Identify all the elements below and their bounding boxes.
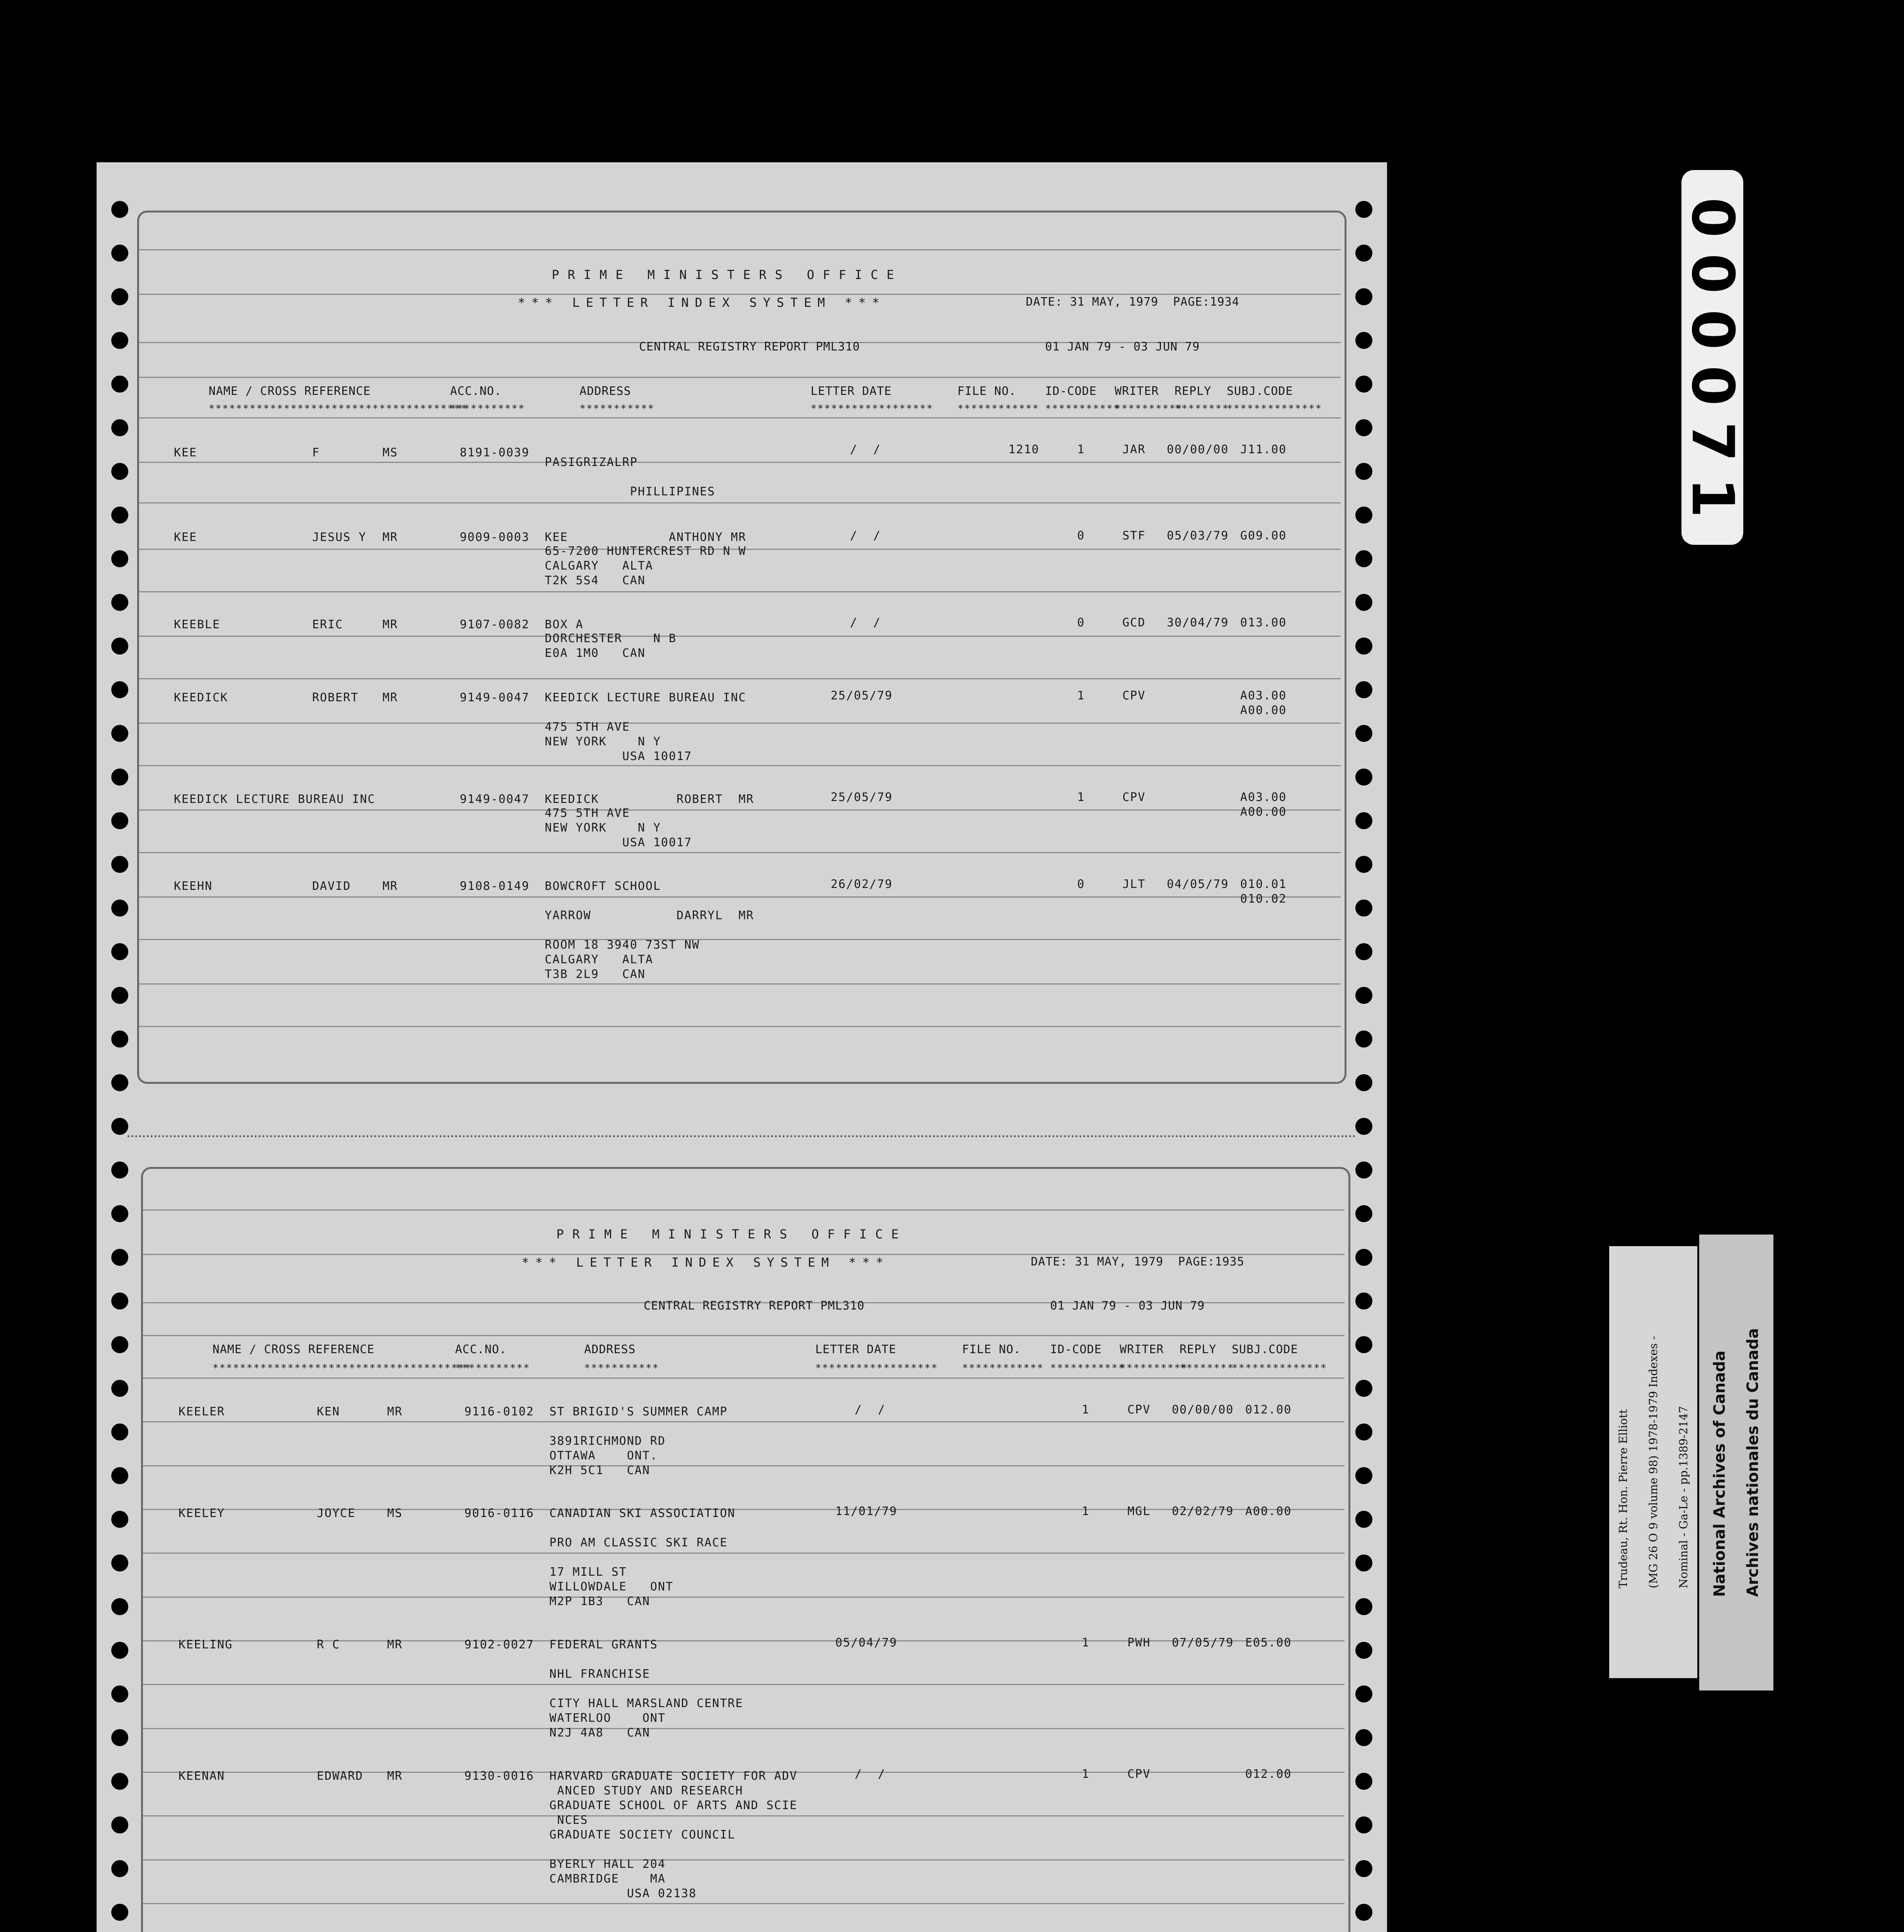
entry-subj-code: A03.00 A00.00 xyxy=(1240,689,1287,717)
col-name: NAME / CROSS REFERENCE xyxy=(209,384,371,398)
entry-id-code: 1 xyxy=(1082,1767,1090,1781)
feed-hole xyxy=(1355,1467,1372,1484)
entry-subj-code: 012.00 xyxy=(1245,1403,1292,1417)
entry-subj-code: A00.00 xyxy=(1245,1505,1292,1518)
feed-hole xyxy=(1355,812,1372,829)
feed-hole xyxy=(1355,1511,1372,1528)
feed-hole xyxy=(1355,1293,1372,1310)
header-underline: ************************************** xyxy=(212,1362,472,1374)
card-line: Archives nationales du Canada xyxy=(1744,1328,1762,1597)
header-underline: ************ xyxy=(962,1362,1044,1374)
feed-hole xyxy=(111,1118,128,1135)
entry-letter-date: 25/05/79 xyxy=(831,791,893,804)
feed-hole xyxy=(111,550,128,567)
entry-given-name: EDWARD xyxy=(317,1769,364,1783)
entry-address-first: BOX A xyxy=(545,618,584,631)
entry-name: KEEDICK LECTURE BUREAU INC xyxy=(174,793,376,806)
entry-acc-no: 9149-0047 xyxy=(460,691,530,704)
feed-hole xyxy=(1355,332,1372,349)
header-underline: *********** xyxy=(1050,1362,1125,1374)
col-address: ADDRESS xyxy=(584,1343,636,1356)
entry-subj-code: J11.00 xyxy=(1240,443,1287,456)
feed-hole xyxy=(1355,943,1372,960)
printout-sheet xyxy=(97,162,1387,1932)
entry-letter-date: 05/04/79 xyxy=(835,1636,898,1650)
date-page: DATE: 31 MAY, 1979 PAGE:1934 xyxy=(1026,295,1239,309)
report-period: 01 JAN 79 - 03 JUN 79 xyxy=(1050,1299,1205,1313)
entry-id-code: 0 xyxy=(1077,878,1085,891)
entry-id-code: 1 xyxy=(1077,443,1085,456)
entry-letter-date: / / xyxy=(850,529,881,543)
feed-hole xyxy=(111,1423,128,1440)
entry-address-first: BOWCROFT SCHOOL xyxy=(545,879,661,893)
report-period: 01 JAN 79 - 03 JUN 79 xyxy=(1045,340,1200,354)
card-line: National Archives of Canada xyxy=(1711,1350,1729,1597)
entry-id-code: 1 xyxy=(1082,1403,1090,1417)
entry-acc-no: 9149-0047 xyxy=(460,793,530,806)
col-writer: WRITER xyxy=(1115,384,1159,398)
entry-given-name: DAVID xyxy=(312,879,351,893)
entry-name: KEELING xyxy=(178,1638,233,1651)
feed-hole xyxy=(111,900,128,917)
header-underline: ************** xyxy=(1227,403,1323,415)
entry-subj-code: 010.01 010.02 xyxy=(1240,878,1287,906)
entry-reply: 00/00/00 xyxy=(1167,443,1229,456)
entry-reply: 07/05/79 xyxy=(1172,1636,1234,1650)
report-title: CENTRAL REGISTRY REPORT PML310 xyxy=(644,1299,865,1313)
feed-hole xyxy=(111,1904,128,1921)
feed-hole xyxy=(111,1293,128,1310)
report-title: CENTRAL REGISTRY REPORT PML310 xyxy=(639,340,860,354)
feed-hole xyxy=(111,419,128,436)
feed-hole xyxy=(1355,638,1372,655)
feed-hole xyxy=(111,288,128,305)
system-title: *** LETTER INDEX SYSTEM *** xyxy=(518,295,886,310)
entry-name: KEENAN xyxy=(178,1769,225,1783)
entry-address: ANCED STUDY AND RESEARCH GRADUATE SCHOOL OF ARTS AND SCIE NCES GRADUATE SOCIETY COUNCIL BYERLY HALL 204 CAMBRIDGE MA USA 02138 xyxy=(549,1784,797,1900)
archive-description-card xyxy=(1609,1246,1697,1678)
frame-digit: 0 xyxy=(1679,365,1746,406)
entry-acc-no: 9102-0027 xyxy=(464,1638,534,1651)
header-underline: ********** xyxy=(1120,1362,1188,1374)
feed-hole xyxy=(111,1773,128,1790)
col-acc: ACC.NO. xyxy=(455,1343,507,1356)
entry-title: MR xyxy=(382,691,398,704)
entry-writer: JLT xyxy=(1122,878,1146,891)
col-id-code: ID-CODE xyxy=(1045,384,1097,398)
header-underline: ******** xyxy=(1175,403,1229,415)
entry-acc-no: 8191-0039 xyxy=(460,446,530,459)
feed-hole xyxy=(111,1598,128,1615)
feed-hole xyxy=(1355,681,1372,698)
entry-writer: STF xyxy=(1122,529,1146,543)
feed-hole xyxy=(1355,1860,1372,1877)
entry-address: YARROW DARRYL MR ROOM 18 3940 73ST NW CALGARY ALTA T3B 2L9 CAN xyxy=(545,909,754,981)
entry-address-first: HARVARD GRADUATE SOCIETY FOR ADV xyxy=(549,1769,797,1783)
entry-writer: CPV xyxy=(1122,689,1146,702)
entry-reply: 05/03/79 xyxy=(1167,529,1229,543)
col-letter-date: LETTER DATE xyxy=(811,384,892,398)
entry-subj-code: 013.00 xyxy=(1240,616,1287,629)
col-id-code: ID-CODE xyxy=(1050,1343,1102,1356)
feed-hole xyxy=(1355,1554,1372,1571)
feed-hole xyxy=(1355,856,1372,873)
feed-hole xyxy=(1355,1162,1372,1179)
entry-title: MR xyxy=(382,618,398,631)
entry-address: PASIGRIZALRP PHILLIPINES xyxy=(545,456,716,498)
feed-hole xyxy=(111,1685,128,1702)
header-underline: ****************** xyxy=(815,1362,938,1374)
feed-hole xyxy=(111,1511,128,1528)
feed-hole xyxy=(111,1860,128,1877)
entry-writer: JAR xyxy=(1122,443,1146,456)
entry-name: KEE xyxy=(174,531,197,544)
entry-reply: 00/00/00 xyxy=(1172,1403,1234,1417)
header-underline: *********** xyxy=(584,1362,660,1374)
feed-hole xyxy=(111,1074,128,1091)
entry-id-code: 1 xyxy=(1082,1636,1090,1650)
feed-hole xyxy=(1355,1074,1372,1091)
entry-acc-no: 9009-0003 xyxy=(460,531,530,544)
feed-hole xyxy=(111,245,128,262)
office-title: PRIME MINISTERS OFFICE xyxy=(556,1227,907,1242)
feed-hole xyxy=(1355,288,1372,305)
entry-letter-date: 26/02/79 xyxy=(831,878,893,891)
entry-id-code: 1 xyxy=(1082,1505,1090,1518)
feed-hole xyxy=(1355,507,1372,524)
entry-address-first: ST BRIGID'S SUMMER CAMP xyxy=(549,1405,728,1418)
feed-hole xyxy=(1355,1729,1372,1746)
entry-name: KEE xyxy=(174,446,197,459)
frame-digit: 0 xyxy=(1679,309,1746,350)
col-file: FILE NO. xyxy=(962,1343,1021,1356)
entry-writer: MGL xyxy=(1127,1505,1151,1518)
entry-address-first: KEE ANTHONY MR xyxy=(545,531,746,544)
entry-id-code: 1 xyxy=(1077,689,1085,702)
feed-hole xyxy=(1355,1249,1372,1266)
entry-address-first: CANADIAN SKI ASSOCIATION xyxy=(549,1507,736,1520)
header-underline: ****************** xyxy=(811,403,933,415)
archive-institution-card xyxy=(1699,1235,1773,1690)
entry-given-name: ROBERT xyxy=(312,691,359,704)
header-underline: *********** xyxy=(1045,403,1120,415)
entry-name: KEEDICK xyxy=(174,691,228,704)
header-underline: ************************************** xyxy=(209,403,468,415)
col-acc: ACC.NO. xyxy=(450,384,502,398)
feed-hole xyxy=(1355,1816,1372,1833)
feed-hole xyxy=(111,812,128,829)
entry-reply: 02/02/79 xyxy=(1172,1505,1234,1518)
feed-hole xyxy=(1355,419,1372,436)
feed-hole xyxy=(1355,1205,1372,1222)
header-underline: *********** xyxy=(455,1362,530,1374)
feed-hole xyxy=(1355,1118,1372,1135)
feed-hole xyxy=(111,1249,128,1266)
entry-subj-code: E05.00 xyxy=(1245,1636,1292,1650)
entry-name: KEELEY xyxy=(178,1507,225,1520)
entry-address: 3891RICHMOND RD OTTAWA ONT. K2H 5C1 CAN xyxy=(549,1434,666,1477)
entry-subj-code: 012.00 xyxy=(1245,1767,1292,1781)
entry-title: MR xyxy=(382,531,398,544)
feed-hole xyxy=(111,1336,128,1353)
entry-letter-date: / / xyxy=(850,616,881,629)
entry-id-code: 1 xyxy=(1077,791,1085,804)
feed-hole xyxy=(1355,987,1372,1004)
feed-hole xyxy=(111,856,128,873)
entry-title: MR xyxy=(387,1638,403,1651)
feed-hole xyxy=(1355,1380,1372,1397)
entry-address-first: KEEDICK LECTURE BUREAU INC xyxy=(545,691,746,704)
entry-name: KEEBLE xyxy=(174,618,221,631)
feed-hole xyxy=(111,463,128,480)
entry-id-code: 0 xyxy=(1077,616,1085,629)
page-perforation xyxy=(128,1135,1356,1137)
feed-hole xyxy=(111,1729,128,1746)
entry-title: MR xyxy=(387,1405,403,1418)
feed-hole xyxy=(1355,1598,1372,1615)
entry-title: MS xyxy=(387,1507,403,1520)
entry-writer: CPV xyxy=(1122,791,1146,804)
col-reply: REPLY xyxy=(1180,1343,1217,1356)
feed-hole xyxy=(111,507,128,524)
entry-writer: CPV xyxy=(1127,1403,1151,1417)
frame-number-strip xyxy=(1679,170,1746,545)
entry-name: KEEHN xyxy=(174,879,213,893)
feed-hole xyxy=(1355,769,1372,786)
entry-address: 65-7200 HUNTERCREST RD N W CALGARY ALTA T2K 5S4 CAN xyxy=(545,544,746,587)
entry-given-name: R C xyxy=(317,1638,340,1651)
feed-hole xyxy=(111,987,128,1004)
feed-hole xyxy=(111,1205,128,1222)
header-underline: ************ xyxy=(957,403,1039,415)
feed-hole xyxy=(111,201,128,218)
entry-letter-date: 25/05/79 xyxy=(831,689,893,702)
feed-hole xyxy=(111,1380,128,1397)
feed-hole xyxy=(111,943,128,960)
archive-institution xyxy=(1696,1328,1777,1597)
feed-hole xyxy=(1355,550,1372,567)
entry-title: MR xyxy=(387,1769,403,1783)
entry-subj-code: G09.00 xyxy=(1240,529,1287,543)
entry-letter-date: / / xyxy=(855,1403,886,1417)
entry-given-name: ERIC xyxy=(312,618,343,631)
feed-hole xyxy=(111,1467,128,1484)
col-name: NAME / CROSS REFERENCE xyxy=(212,1343,375,1356)
archive-description xyxy=(1601,1336,1706,1588)
entry-reply: 30/04/79 xyxy=(1167,616,1229,629)
entry-given-name: JESUS Y xyxy=(312,531,367,544)
header-underline: *********** xyxy=(450,403,525,415)
col-reply: REPLY xyxy=(1175,384,1212,398)
entry-address: DORCHESTER N B E0A 1M0 CAN xyxy=(545,632,677,660)
entry-address: 475 5TH AVE NEW YORK N Y USA 10017 xyxy=(545,720,692,763)
entry-id-code: 0 xyxy=(1077,529,1085,543)
entry-address: PRO AM CLASSIC SKI RACE 17 MILL ST WILLOWDALE ONT M2P 1B3 CAN xyxy=(549,1536,728,1608)
entry-acc-no: 9016-0116 xyxy=(464,1507,534,1520)
entry-reply: 04/05/79 xyxy=(1167,878,1229,891)
feed-hole xyxy=(1355,1423,1372,1440)
entry-name: KEELER xyxy=(178,1405,225,1418)
feed-hole xyxy=(111,1162,128,1179)
entry-address-first: KEEDICK ROBERT MR xyxy=(545,793,754,806)
feed-hole xyxy=(1355,1642,1372,1659)
feed-hole xyxy=(1355,1685,1372,1702)
feed-hole xyxy=(1355,201,1372,218)
header-underline: ************** xyxy=(1232,1362,1328,1374)
col-letter-date: LETTER DATE xyxy=(815,1343,896,1356)
entry-writer: GCD xyxy=(1122,616,1146,629)
feed-hole xyxy=(1355,376,1372,393)
feed-hole xyxy=(111,725,128,742)
feed-hole xyxy=(111,769,128,786)
entry-address-first: FEDERAL GRANTS xyxy=(549,1638,658,1651)
entry-letter-date: / / xyxy=(855,1767,886,1781)
col-address: ADDRESS xyxy=(580,384,631,398)
frame-digit: 1 xyxy=(1679,477,1746,518)
feed-hole xyxy=(111,638,128,655)
office-title: PRIME MINISTERS OFFICE xyxy=(552,267,903,282)
header-underline: *********** xyxy=(580,403,655,415)
feed-hole xyxy=(1355,463,1372,480)
frame-digit: 0 xyxy=(1679,197,1746,238)
feed-hole xyxy=(1355,725,1372,742)
feed-hole xyxy=(1355,900,1372,917)
entry-letter-date: / / xyxy=(850,443,881,456)
feed-hole xyxy=(111,1031,128,1048)
feed-hole xyxy=(111,1642,128,1659)
feed-hole xyxy=(111,594,128,611)
feed-hole xyxy=(1355,245,1372,262)
entry-address: NHL FRANCHISE CITY HALL MARSLAND CENTRE WATERLOO ONT N2J 4A8 CAN xyxy=(549,1667,743,1740)
feed-hole xyxy=(1355,1773,1372,1790)
entry-writer: CPV xyxy=(1127,1767,1151,1781)
entry-acc-no: 9116-0102 xyxy=(464,1405,534,1418)
entry-given-name: F xyxy=(312,446,320,459)
entry-title: MS xyxy=(382,446,398,459)
feed-hole xyxy=(1355,1904,1372,1921)
feed-hole xyxy=(111,1816,128,1833)
feed-hole xyxy=(111,376,128,393)
feed-hole xyxy=(1355,594,1372,611)
entry-writer: PWH xyxy=(1127,1636,1151,1650)
col-file: FILE NO. xyxy=(957,384,1017,398)
date-page: DATE: 31 MAY, 1979 PAGE:1935 xyxy=(1031,1255,1244,1269)
card-line: Nominal - Ga-Le - pp.1389-2147 xyxy=(1677,1406,1690,1588)
entry-given-name: JOYCE xyxy=(317,1507,356,1520)
frame-digit: 7 xyxy=(1679,421,1746,462)
card-line: Trudeau, Rt. Hon. Pierre Elliott xyxy=(1617,1409,1630,1588)
feed-hole xyxy=(1355,1031,1372,1048)
entry-title: MR xyxy=(382,879,398,893)
card-line: (MG 26 O 9 volume 98) 1978-1979 Indexes - xyxy=(1647,1336,1660,1588)
col-writer: WRITER xyxy=(1120,1343,1164,1356)
feed-hole xyxy=(111,1554,128,1571)
entry-subj-code: A03.00 A00.00 xyxy=(1240,791,1287,819)
entry-acc-no: 9107-0082 xyxy=(460,618,530,631)
feed-hole xyxy=(111,681,128,698)
header-underline: ********** xyxy=(1115,403,1183,415)
header-underline: ******** xyxy=(1180,1362,1234,1374)
entry-given-name: KEN xyxy=(317,1405,340,1418)
frame-digit: 0 xyxy=(1679,253,1746,294)
entry-address: 475 5TH AVE NEW YORK N Y USA 10017 xyxy=(545,806,692,849)
col-subj: SUBJ.CODE xyxy=(1227,384,1293,398)
entry-letter-date: 11/01/79 xyxy=(835,1505,898,1518)
feed-hole xyxy=(1355,1336,1372,1353)
entry-acc-no: 9130-0016 xyxy=(464,1769,534,1783)
entry-acc-no: 9108-0149 xyxy=(460,879,530,893)
entry-file-no: 1210 xyxy=(1008,443,1040,456)
col-subj: SUBJ.CODE xyxy=(1232,1343,1298,1356)
system-title: *** LETTER INDEX SYSTEM *** xyxy=(522,1255,890,1270)
feed-hole xyxy=(111,332,128,349)
